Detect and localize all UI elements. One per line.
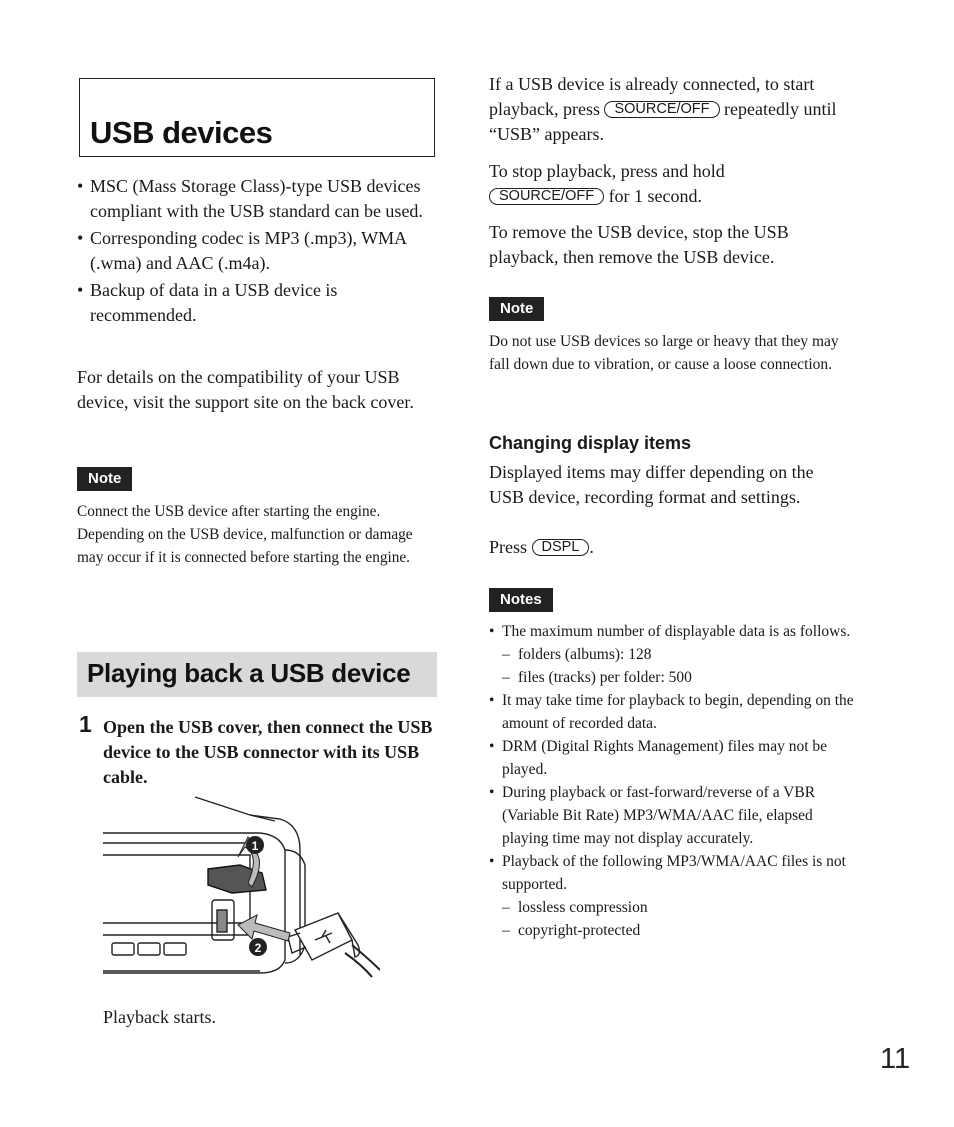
stop-playback-paragraph xyxy=(489,159,854,209)
compatibility-paragraph: For details on the compatibility of your USB device, visit the support site on the back cover. xyxy=(77,367,414,412)
list-item: • Backup of data in a USB device is recommended. xyxy=(77,278,439,328)
notes-label: Notes xyxy=(489,588,553,612)
sub-list-item: – copyright-protected xyxy=(502,919,854,942)
note-item-text: The maximum number of displayable data is as follows. xyxy=(502,623,851,640)
usb-bullet-list xyxy=(77,174,439,328)
display-items-paragraph: Displayed items may differ depending on the USB device, recording format and settings. xyxy=(489,462,814,507)
callout-1: 1 xyxy=(251,839,259,853)
sub-list-item: – files (tracks) per folder: 500 xyxy=(502,666,854,689)
note-item-text: Playback of the following MP3/WMA/AAC files is not supported. xyxy=(502,853,846,893)
callout-2: 2 xyxy=(254,941,262,955)
playback-starts-text: Playback starts. xyxy=(103,1007,216,1027)
note-text: Connect the USB device after starting the engine. Depending on the USB device, malfunction or damage may occur if it is connected before starting the engine. xyxy=(77,503,413,566)
text-span: To stop playback, press and hold xyxy=(489,161,725,181)
dspl-button-label: DSPL xyxy=(532,539,590,556)
text-span: If a USB device is already connected, to start playback, press xyxy=(489,74,815,119)
section-title: Playing back a USB device xyxy=(87,658,411,688)
press-line xyxy=(489,535,594,560)
source-off-button-label: SOURCE/OFF xyxy=(604,101,719,118)
subheading: Changing display items xyxy=(489,433,692,453)
list-item: • MSC (Mass Storage Class)-type USB devices compliant with the USB standard can be used. xyxy=(77,174,439,224)
sub-list-item: – folders (albums): 128 xyxy=(502,643,854,666)
list-item xyxy=(489,620,854,689)
usb-connection-illustration xyxy=(100,795,380,980)
note-text: Do not use USB devices so large or heavy that they may fall down due to vibration, or cause a loose connection. xyxy=(489,333,839,373)
list-item: • Corresponding codec is MP3 (.mp3), WMA (.wma) and AAC (.m4a). xyxy=(77,226,439,276)
list-item xyxy=(489,850,854,942)
sub-list-item: – lossless compression xyxy=(502,896,854,919)
start-playback-paragraph xyxy=(489,72,854,147)
text-span: for 1 second. xyxy=(608,186,703,206)
source-off-button-label: SOURCE/OFF xyxy=(489,188,604,205)
section-band xyxy=(77,652,437,697)
text-span: Press xyxy=(489,537,528,557)
page-title: USB devices xyxy=(90,115,273,150)
notes-list xyxy=(489,620,854,942)
note-label: Note xyxy=(77,467,132,491)
list-item: • It may take time for playback to begin, depending on the amount of recorded data. xyxy=(489,689,854,735)
page-number: 11 xyxy=(880,1043,911,1075)
notes-label-wrap xyxy=(489,588,553,612)
note-label-wrap xyxy=(77,467,132,491)
title-box xyxy=(79,78,435,157)
list-item: • DRM (Digital Rights Management) files may not be played. xyxy=(489,735,854,781)
text-span: repeatedly until “USB” appears. xyxy=(489,99,837,144)
list-item: • During playback or fast-forward/reverse of a VBR (Variable Bit Rate) MP3/WMA/AAC file, elapsed playing time may not display accurately. xyxy=(489,781,854,850)
step-number: 1 xyxy=(79,711,92,737)
text-span: . xyxy=(589,537,594,557)
step-text: Open the USB cover, then connect the USB device to the USB connector with its USB cable. xyxy=(103,717,433,787)
remove-device-paragraph: To remove the USB device, stop the USB playback, then remove the USB device. xyxy=(489,222,789,267)
note-label: Note xyxy=(489,297,544,321)
note-label-wrap xyxy=(489,297,544,321)
